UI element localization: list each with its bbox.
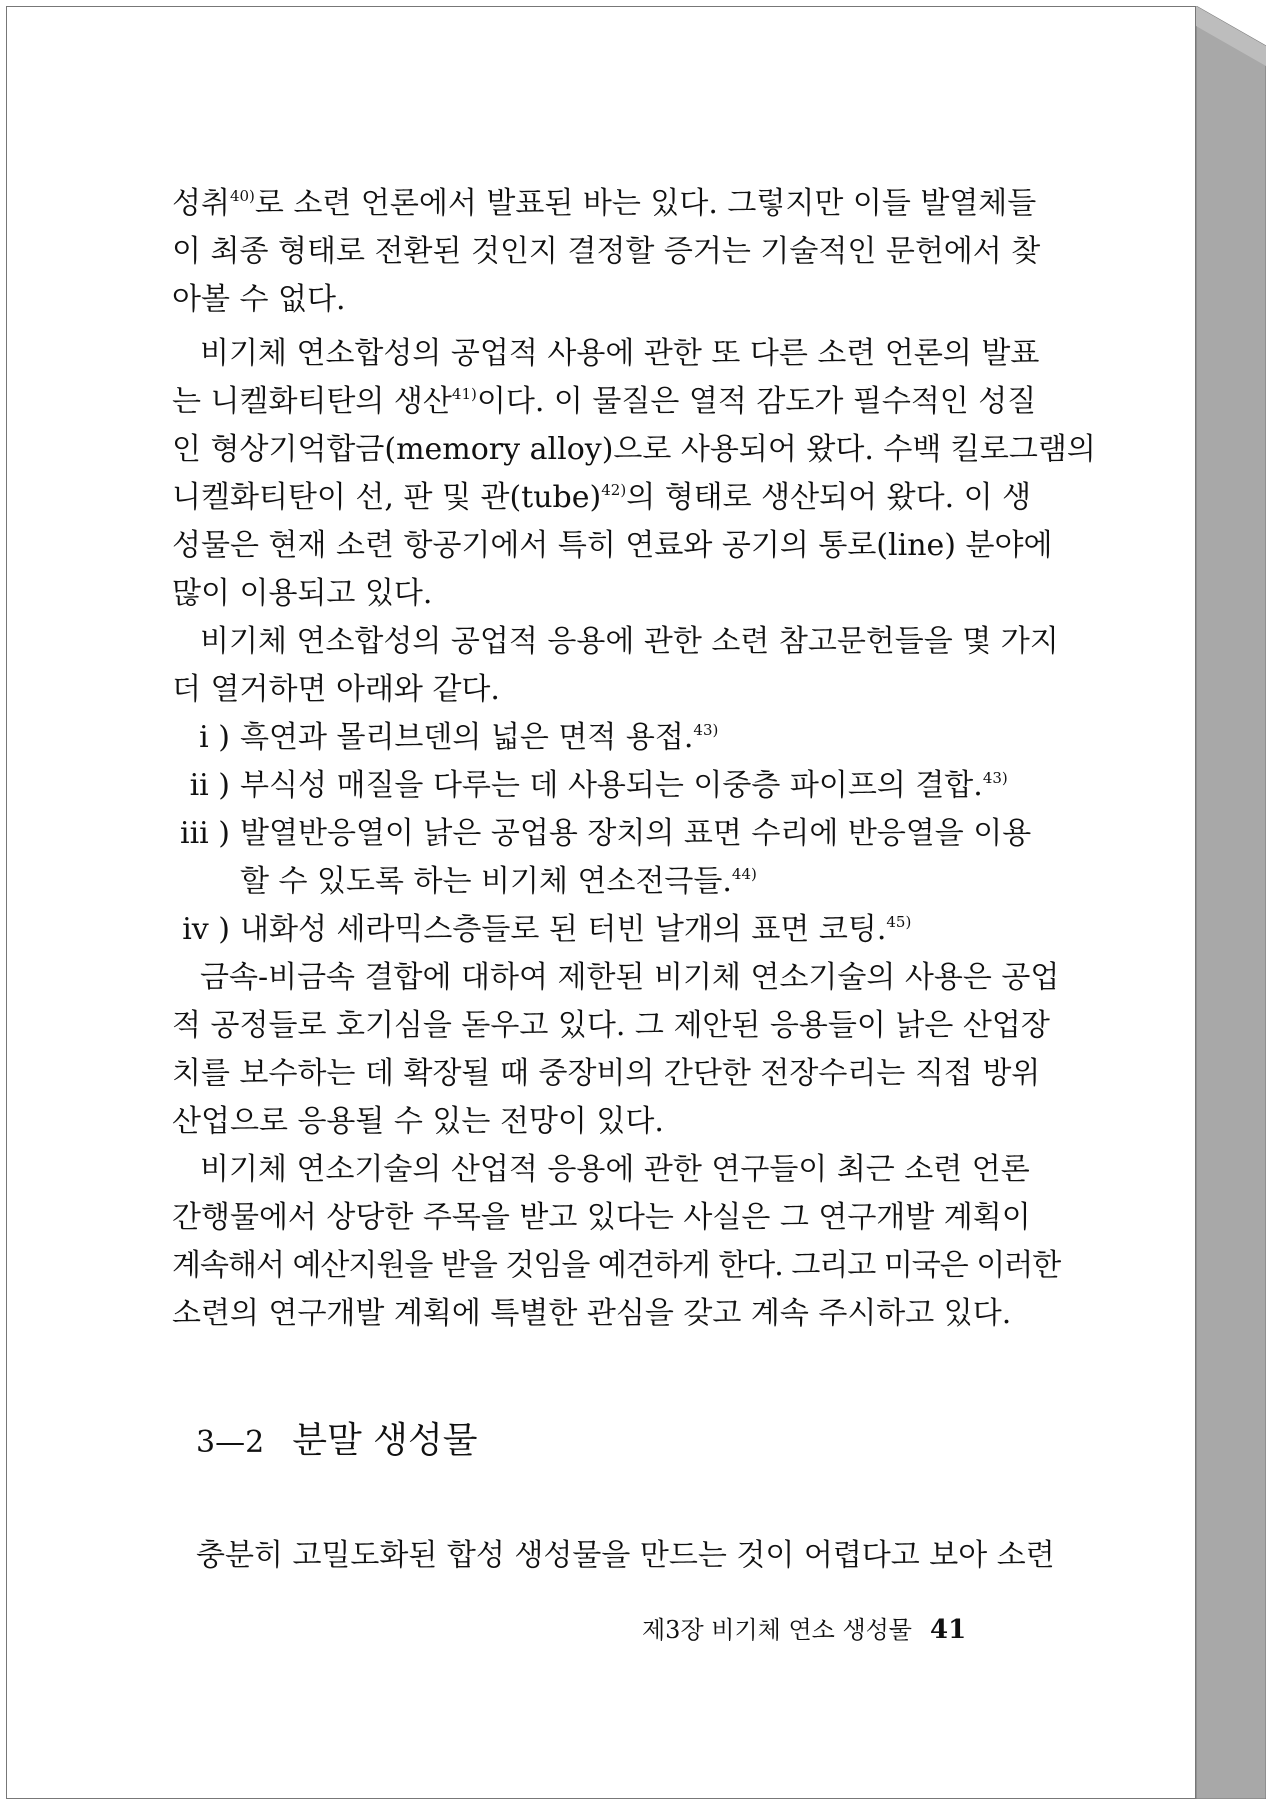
footnote-ref: 45) <box>886 913 912 931</box>
list-number: iv ) <box>182 912 230 947</box>
list-item <box>0 906 1022 954</box>
running-footer-chapter: 제3장 비기체 연소 생성물 <box>642 1616 912 1644</box>
footnote-ref: 41) <box>451 385 477 403</box>
list-text: 발열반응열이 낡은 공업용 장치의 표면 수리에 반응열을 이용 <box>240 816 1032 851</box>
text-line: 적 공정들로 호기심을 돋우고 있다. 그 제안된 응용들이 낡은 산업장 <box>172 1008 1050 1043</box>
paragraph-2 <box>172 330 1096 618</box>
text-span: 이다. 이 물질은 열적 감도가 필수적인 성질 <box>476 384 1037 419</box>
list-text: 흑연과 몰리브덴의 넓은 면적 용접. <box>240 720 694 755</box>
footnote-ref: 43) <box>982 769 1008 787</box>
text-span: 니켈화티탄이 선, 판 및 관(tube) <box>172 480 602 515</box>
footnote-ref: 43) <box>693 721 719 739</box>
list-item <box>0 762 1022 810</box>
text-line: 아볼 수 없다. <box>172 282 346 317</box>
text-line: 간행물에서 상당한 주목을 받고 있다는 사실은 그 연구개발 계획이 <box>172 1200 1031 1235</box>
text-span: 의 형태로 생산되어 왔다. 이 생 <box>626 480 1032 515</box>
text-line: 비기체 연소기술의 산업적 응용에 관한 연구들이 최근 소련 언론 <box>200 1152 1030 1187</box>
text-line: 이 최종 형태로 전환된 것인지 결정할 증거는 기술적인 문헌에서 찾 <box>172 234 1041 269</box>
page-number: 41 <box>930 1615 967 1645</box>
footnote-ref: 40) <box>229 187 255 205</box>
text-line: 산업으로 응용될 수 있는 전망이 있다. <box>172 1104 664 1139</box>
list-item-continuation <box>0 858 1022 906</box>
paragraph-1 <box>172 180 1041 324</box>
text-span: 로 소련 언론에서 발표된 바는 있다. 그렇지만 이들 발열체들 <box>254 186 1037 221</box>
text-line: 비기체 연소합성의 공업적 응용에 관한 소련 참고문헌들을 몇 가지 <box>200 624 1059 659</box>
section-number: 3—2 <box>196 1425 265 1460</box>
continued-text: 충분히 고밀도화된 합성 생성물을 만드는 것이 어렵다고 보아 소련 <box>196 1538 1055 1573</box>
text-line: 계속해서 예산지원을 받을 것임을 예견하게 한다. 그리고 미국은 이러한 <box>172 1248 1061 1283</box>
list-number: i ) <box>199 720 230 755</box>
footnote-ref: 42) <box>601 481 627 499</box>
text-line: 치를 보수하는 데 확장될 때 중장비의 간단한 전장수리는 직접 방위 <box>172 1056 1041 1091</box>
text-line: 더 열거하면 아래와 같다. <box>172 672 500 707</box>
list-item <box>0 714 1022 762</box>
text-line: 금속-비금속 결합에 대하여 제한된 비기체 연소기술의 사용은 공업 <box>200 960 1060 995</box>
page-footer <box>642 1610 966 1645</box>
list-text: 할 수 있도록 하는 비기체 연소전극들. <box>240 864 732 899</box>
text-span: 성취 <box>172 186 230 221</box>
text-line: 성물은 현재 소련 항공기에서 특히 연료와 공기의 통로(line) 분야에 <box>172 528 1053 563</box>
text-span: 는 니켈화티탄의 생산 <box>172 384 452 419</box>
text-line: 많이 이용되고 있다. <box>172 576 433 611</box>
paragraph-4 <box>172 954 1060 1146</box>
list-text: 부식성 매질을 다루는 데 사용되는 이중층 파이프의 결합. <box>240 768 983 803</box>
section-heading <box>196 1412 478 1463</box>
body-text <box>172 180 1096 1338</box>
paragraph-5 <box>172 1146 1061 1338</box>
footnote-ref: 44) <box>731 865 757 883</box>
list-number: ii ) <box>189 768 230 803</box>
list-number: iii ) <box>179 816 230 851</box>
text-line: 소련의 연구개발 계획에 특별한 관심을 갖고 계속 주시하고 있다. <box>172 1296 1012 1331</box>
text-line: 비기체 연소합성의 공업적 사용에 관한 또 다른 소련 언론의 발표 <box>200 336 1040 371</box>
book-side-edge <box>1196 6 1266 1799</box>
section-title: 분말 생성물 <box>292 1420 478 1461</box>
paragraph-3 <box>172 618 1059 714</box>
list-text: 내화성 세라믹스층들로 된 터빈 날개의 표면 코팅. <box>240 912 887 947</box>
list-item <box>0 810 1032 858</box>
text-line: 인 형상기억합금(memory alloy)으로 사용되어 왔다. 수백 킬로그램의 <box>172 432 1096 467</box>
reference-list <box>0 714 1032 954</box>
